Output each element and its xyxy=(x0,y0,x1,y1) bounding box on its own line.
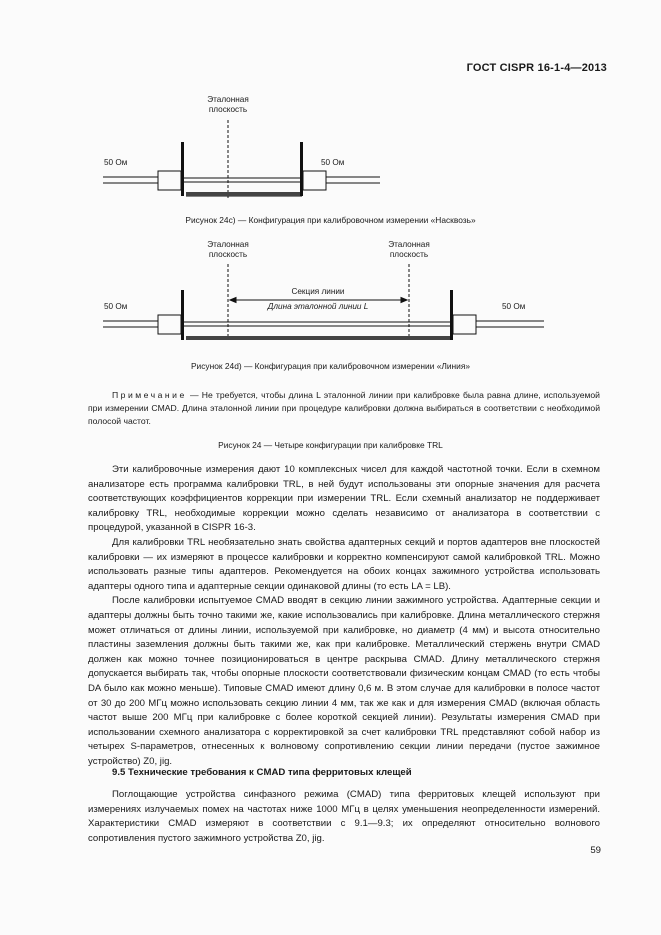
paragraph-3: После калибровки испытуемое CMAD вводят в секцию линии зажимного устройства. Адаптерные секции и адаптеры должны быть точно такими же, какие использовались при калибровке. Длина металлического стержня может отличаться от длины линии, используемой при калибровке, но диаметр (4 мм) и высота относительно пластины заземления должны быть такими же, как при калибровке. Металлический стержень внутри CMAD должен как можно точнее позиционироваться в центре раскрыва CMAD. Длину металлического стержня допускается выбирать так, чтобы опорные плоскости соответствовали физическим концам CMAD (то есть чтобы DA было как можно меньше). Типовые CMAD имеют длину 0,6 м. В этом случае для калибровки в полосе частот от 30 до 200 МГц можно использовать секцию линии 4 мм, так же как и для измерения CMAD (включая область частот выше 200 МГц при калибровке с более короткой секцией линии). Результаты измерения CMAD при использовании схемного анализатора с корректировкой за счет калибровки TRL представляют собой набор из четырех S-параметров, отнесенных к волновому сопротивлению секции линии передачи (пустое зажимное устройство) Z0, jig. xyxy=(88,595,600,767)
paragraph-4: Поглощающие устройства синфазного режима (CMAD) типа ферритовых клещей используют при измерениях излучаемых помех на частотах ниже 1000 МГц в целях уменьшения неопределенности измерений. Характеристики CMAD измеряют в соответствии с 9.1—9.3; их определяют относительно волнового сопротивления пустого зажимного устройства Z0, jig. xyxy=(88,789,600,844)
paragraph-2: Для калибровки TRL необязательно знать свойства адаптерных секций и портов адаптеров вне плоскостей калибровки — их измеряют в процессе калибровки и корректно компенсируют самой калибровкой TRL. Можно использовать разные типы адаптеров. Рекомендуется на обоих концах зажимного устройства использовать адаптеры одного типа и адаптерные секции одинаковой длины (то есть LA = LB). xyxy=(88,536,600,592)
ref-plane-left-line1: Эталонная xyxy=(207,240,249,249)
section-9-5-title: 9.5 Технические требования к CMAD типа ферритовых клещей xyxy=(112,767,412,778)
figure-24c-caption: Рисунок 24с) — Конфигурация при калибровочном измерении «Насквозь» xyxy=(185,215,476,225)
ref-plane-label-line2: плоскость xyxy=(208,105,248,114)
ref-plane-label-d-left xyxy=(200,240,256,260)
right-adapter xyxy=(303,171,326,190)
line-section-label: Секция линии xyxy=(291,287,345,296)
document-header: ГОСТ CISPR 16-1-4—2013 xyxy=(466,62,607,74)
right-ohm-label-d: 50 Ом xyxy=(502,302,526,311)
ref-plane-label-line1: Эталонная xyxy=(207,95,249,104)
left-ohm-label-c: 50 Ом xyxy=(104,158,128,167)
paragraph-1: Эти калибровочные измерения дают 10 комплексных чисел для каждой частотной точки. Если в схемном анализаторе есть программа калибровки TRL, в ней будут использованы эти опорные значения для расчета соответствующих коэффициентов коррекции при измерении TRL. Если схемный анализатор не поддерживает калибровку TRL, необходимые коррекции можно сделать независимо от анализатора в соответствии с процедурой, указанной в CISPR 16-3. xyxy=(88,464,600,534)
body-text-2 xyxy=(88,788,600,846)
ref-plane-left-line2: плоскость xyxy=(208,250,248,259)
ref-plane-label-c xyxy=(200,95,256,115)
figure-24d-caption: Рисунок 24d) — Конфигурация при калибровочном измерении «Линия» xyxy=(190,361,471,371)
ref-plane-right-line2: плоскость xyxy=(389,250,429,259)
page-number: 59 xyxy=(590,845,601,856)
note-block xyxy=(88,389,600,429)
left-ohm-label-d: 50 Ом xyxy=(104,302,128,311)
ref-plane-right-line1: Эталонная xyxy=(388,240,430,249)
left-adapter xyxy=(158,171,181,190)
ref-plane-label-d-right xyxy=(380,240,438,260)
left-adapter-d xyxy=(158,315,181,334)
reference-line-length-label: Длина эталонной линии L xyxy=(267,302,369,311)
body-text xyxy=(88,463,600,769)
right-ohm-label-c: 50 Ом xyxy=(321,158,345,167)
figure-24-caption: Рисунок 24 — Четыре конфигурации при калибровке TRL xyxy=(218,440,443,450)
ground-plate xyxy=(186,192,302,196)
note-lead: Примечание xyxy=(112,390,187,400)
ground-plate-long xyxy=(186,336,452,340)
note-text: — Не требуется, чтобы длина L эталонной линии при калибровке была равна длине, используемой при измерении CMAD. Длина эталонной линии при процедуре калибровки должна выбираться в соответствии с необходимой полосой частот. xyxy=(88,390,600,427)
right-adapter-d xyxy=(453,315,476,334)
